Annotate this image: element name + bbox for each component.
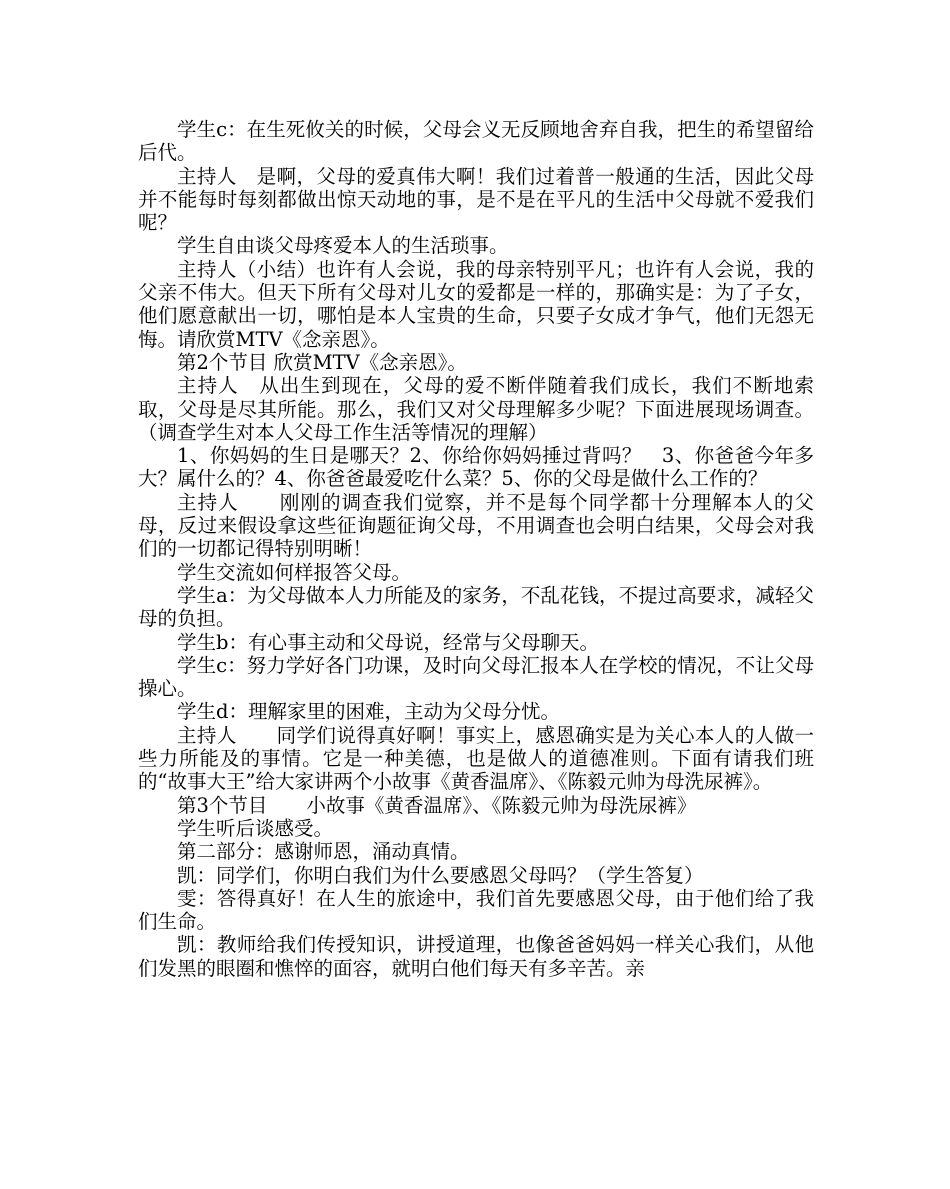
paragraph-student-c-life-death: 学生c：在生死攸关的时候，父母会义无反顾地舍弃自我，把生的希望留给后代。 — [138, 118, 814, 165]
paragraph-student-c-study: 学生c：努力学好各门功课，及时向父母汇报本人在学校的情况，不让父母操心。 — [138, 653, 814, 701]
paragraph-host-survey-result: 主持人 刚刚的调查我们觉察，并不是每个同学都十分理解本人的父母，反过来假设拿这些征询题征询父母，不用调查也会明白结果，父母会对我们的一切都记得特别明晰！ — [138, 490, 814, 561]
paragraph-wen-answer: 雯：答得真好！在人生的旅途中，我们首先要感恩父母，由于他们给了我们生命。 — [138, 886, 814, 934]
paragraph-host-parents-love: 主持人 是啊，父母的爱真伟大啊！我们过着普一般通的生活，因此父母并不能每时每刻都做出惊天动地的事，是不是在平凡的生活中父母就不爱我们呢？ — [138, 164, 814, 235]
paragraph-student-d: 学生d：理解家里的困难，主动为父母分忧。 — [177, 700, 560, 724]
paragraph-survey-questions: 1、你妈妈的生日是哪天？2、你给你妈妈捶过背吗？ 3、你爸爸今年多大？属什么的？4、你爸爸最爱吃什么菜？5、你的父母是做什么工作的？ — [138, 444, 814, 491]
paragraph-host-gratitude: 主持人 同学们说得真好啊！事实上，感恩确实是为关心本人的人做一些力所能及的事情。它是一种美德，也是做人的道德准则。下面有请我们班的“故事大王”给大家讲两个小故事《黄香温席》、《陈毅元帅为母洗尿裤》。 — [138, 723, 814, 794]
paragraph-student-a: 学生a：为父母做本人力所能及的家务，不乱花钱，不提过高要求，减轻父母的负担。 — [138, 583, 814, 631]
document-page — [138, 118, 814, 980]
paragraph-part-two-heading: 第二部分：感谢师恩，涌动真情。 — [177, 840, 470, 864]
paragraph-program-2: 第2个节目 欣赏MTV《念亲恩》。 — [177, 350, 467, 374]
paragraph-host-survey-intro: 主持人 从出生到现在，父母的爱不断伴随着我们成长，我们不断地索取，父母是尽其所能。那么，我们又对父母理解多少呢？下面进展现场调查。（调查学生对本人父母工作生活等情况的理解） — [138, 374, 814, 444]
paragraph-kai-teachers: 凯：教师给我们传授知识，讲授道理，也像爸爸妈妈一样关心我们，从他们发黑的眼圈和憔悴的面容，就明白他们每天有多辛苦。亲 — [138, 933, 814, 980]
paragraph-host-summary: 主持人（小结）也许有人会说，我的母亲特别平凡；也许有人会说，我的父亲不伟大。但天下所有父母对儿女的爱都是一样的，那确实是：为了子女，他们愿意献出一切，哪怕是本人宝贵的生命，只要子女成才争气，他们无怨无悔。请欣赏MTV《念亲恩》。 — [138, 257, 814, 351]
paragraph-kai-question: 凯：同学们，你明白我们为什么要感恩父母吗？（学生答复） — [177, 863, 704, 887]
paragraph-program-3: 第3个节目 小故事《黄香温席》、《陈毅元帅为母洗尿裤》 — [177, 793, 697, 817]
paragraph-students-exchange: 学生交流如何样报答父母。 — [177, 560, 412, 584]
paragraph-students-feelings: 学生听后谈感受。 — [177, 816, 334, 840]
paragraph-student-b: 学生b：有心事主动和父母说，经常与父母聊天。 — [177, 630, 599, 654]
paragraph-students-talk: 学生自由谈父母疼爱本人的生活琐事。 — [177, 234, 509, 258]
